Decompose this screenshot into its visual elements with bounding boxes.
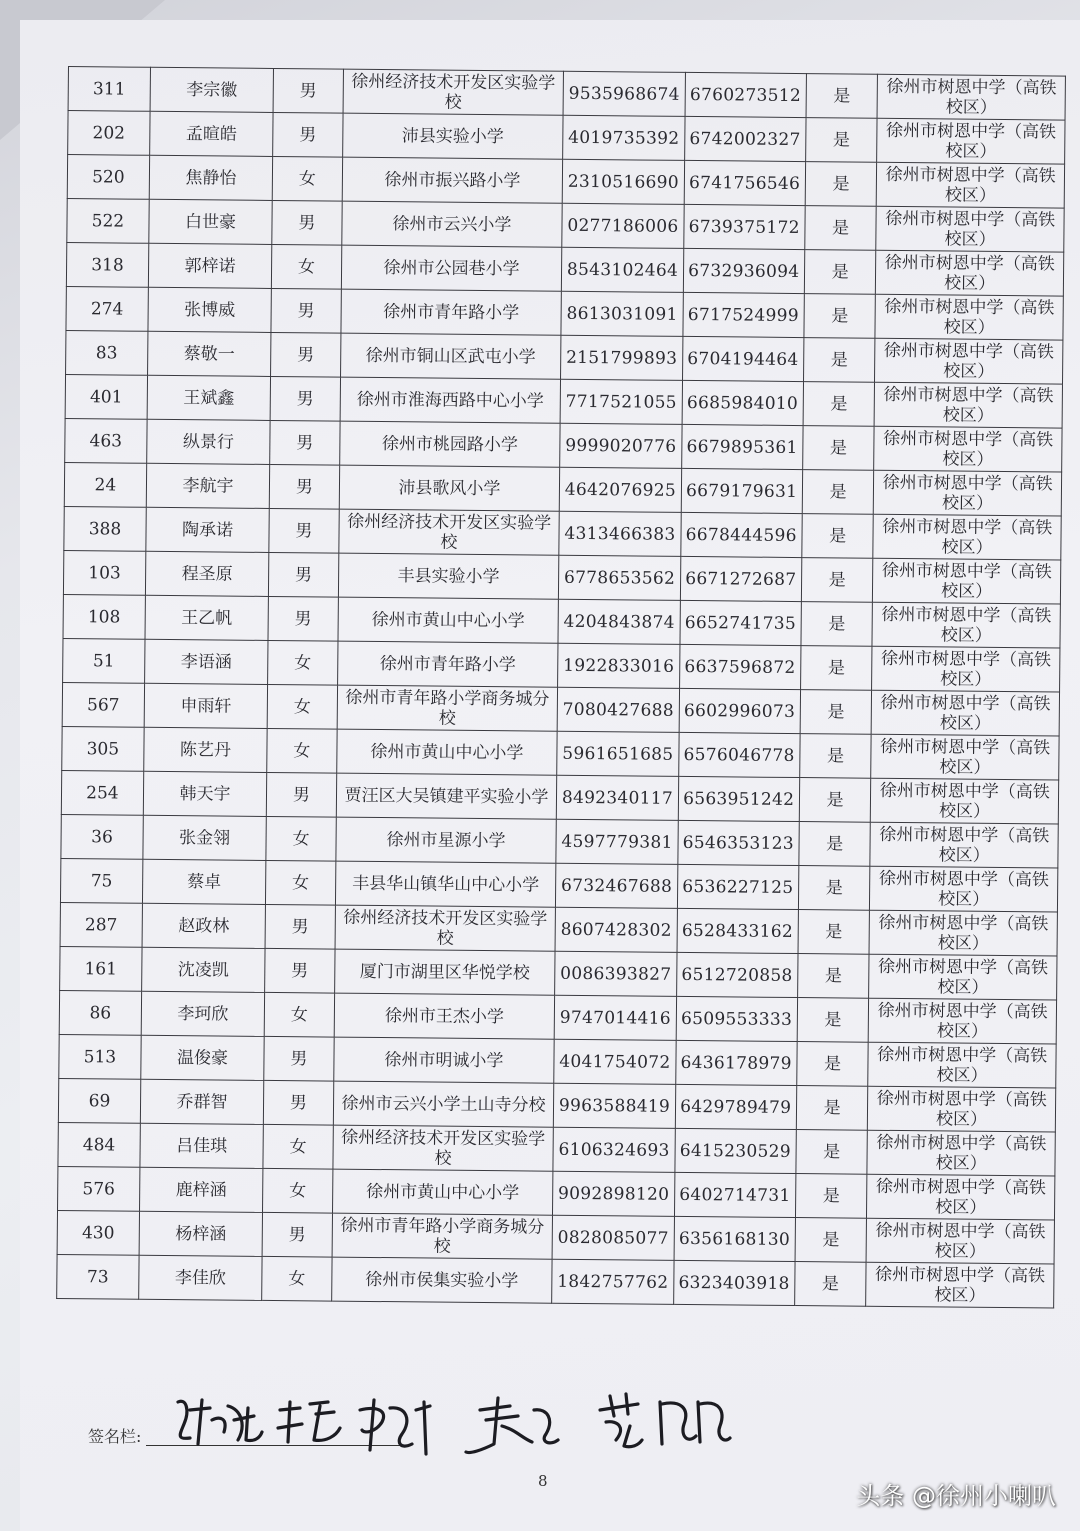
cell-id-code-2: 6679179631 <box>681 468 803 513</box>
cell-admitted: 是 <box>795 1218 867 1263</box>
cell-id-code-1: 8492340117 <box>557 775 679 820</box>
cell-gender: 女 <box>267 684 337 729</box>
cell-admitted: 是 <box>800 690 872 735</box>
cell-graduating-school: 丰县华山镇华山中心小学 <box>335 861 556 907</box>
cell-student-name: 张金翎 <box>143 815 267 860</box>
cell-id-code-1: 6106324693 <box>553 1127 675 1172</box>
cell-graduating-school: 徐州经济技术开发区实验学校 <box>343 69 564 115</box>
cell-gender: 女 <box>272 156 342 201</box>
cell-destination-school: 徐州市树恩中学（高铁校区） <box>875 294 1063 340</box>
cell-gender: 女 <box>268 640 338 685</box>
cell-admitted: 是 <box>800 734 872 779</box>
cell-admitted: 是 <box>803 382 875 427</box>
cell-id-code-1: 5961651685 <box>557 731 679 776</box>
cell-id-code-2: 6760273512 <box>685 72 807 117</box>
cell-destination-school: 徐州市树恩中学（高铁校区） <box>874 470 1062 516</box>
cell-id-code-2: 6717524999 <box>683 292 805 337</box>
cell-admitted: 是 <box>798 910 870 955</box>
cell-number: 463 <box>65 418 147 463</box>
cell-id-code-2: 6536227125 <box>677 864 799 909</box>
cell-graduating-school: 徐州经济技术开发区实验学校 <box>333 1125 554 1171</box>
cell-destination-school: 徐州市树恩中学（高铁校区） <box>873 558 1061 604</box>
cell-number: 75 <box>60 858 142 903</box>
cell-number: 567 <box>62 682 144 727</box>
cell-student-name: 孟暄皓 <box>150 111 274 156</box>
cell-graduating-school: 徐州市青年路小学 <box>337 641 558 687</box>
cell-id-code-2: 6402714731 <box>674 1172 796 1217</box>
cell-destination-school: 徐州市树恩中学（高铁校区） <box>867 1174 1055 1220</box>
cell-gender: 男 <box>265 904 335 949</box>
cell-student-name: 陈艺丹 <box>144 727 268 772</box>
cell-student-name: 李宗徽 <box>150 67 274 112</box>
cell-gender: 男 <box>269 552 339 597</box>
cell-student-name: 蔡敬一 <box>147 331 271 376</box>
cell-admitted: 是 <box>799 822 871 867</box>
cell-admitted: 是 <box>798 866 870 911</box>
cell-number: 513 <box>59 1034 141 1079</box>
cell-admitted: 是 <box>800 646 872 691</box>
cell-graduating-school: 徐州市青年路小学商务城分校 <box>332 1213 553 1259</box>
cell-number: 305 <box>62 726 144 771</box>
cell-admitted: 是 <box>806 74 878 119</box>
cell-student-name: 赵政林 <box>142 903 266 948</box>
cell-student-name: 沈凌凯 <box>141 947 265 992</box>
cell-admitted: 是 <box>794 1262 866 1307</box>
cell-gender: 女 <box>263 1124 333 1169</box>
cell-student-name: 李佳欣 <box>139 1255 263 1300</box>
cell-number: 83 <box>66 330 148 375</box>
cell-id-code-2: 6685984010 <box>682 380 804 425</box>
cell-number: 24 <box>64 462 146 507</box>
cell-student-name: 程圣原 <box>145 551 269 596</box>
cell-graduating-school: 徐州市云兴小学土山寺分校 <box>333 1081 554 1127</box>
cell-number: 161 <box>60 946 142 991</box>
table-row <box>57 1254 1054 1308</box>
cell-id-code-1: 4019735392 <box>563 115 685 160</box>
cell-graduating-school: 徐州经济技术开发区实验学校 <box>335 905 556 951</box>
cell-id-code-2: 6637596872 <box>679 644 801 689</box>
cell-number: 202 <box>68 111 150 156</box>
cell-admitted: 是 <box>802 470 874 515</box>
cell-destination-school: 徐州市树恩中学（高铁校区） <box>870 866 1058 912</box>
cell-gender: 男 <box>270 376 340 421</box>
cell-student-name: 李语涵 <box>144 639 268 684</box>
cell-destination-school: 徐州市树恩中学（高铁校区） <box>874 426 1062 472</box>
cell-graduating-school: 徐州市振兴路小学 <box>342 157 563 203</box>
cell-admitted: 是 <box>797 998 869 1043</box>
cell-id-code-2: 6671272687 <box>680 556 802 601</box>
cell-number: 36 <box>61 814 143 859</box>
cell-id-code-1: 2310516690 <box>563 159 685 204</box>
cell-id-code-2: 6741756546 <box>684 160 806 205</box>
cell-number: 388 <box>64 506 146 551</box>
cell-gender: 男 <box>269 464 339 509</box>
cell-id-code-2: 6323403918 <box>673 1260 795 1305</box>
cell-destination-school: 徐州市树恩中学（高铁校区） <box>877 162 1065 208</box>
cell-admitted: 是 <box>805 162 877 207</box>
cell-gender: 男 <box>270 420 340 465</box>
handwritten-signatures <box>150 1380 750 1470</box>
cell-gender: 男 <box>273 112 343 157</box>
cell-id-code-2: 6739375172 <box>683 204 805 249</box>
cell-student-name: 郭梓诺 <box>148 243 272 288</box>
cell-destination-school: 徐州市树恩中学（高铁校区） <box>866 1218 1054 1264</box>
cell-id-code-2: 6509553333 <box>676 996 798 1041</box>
cell-number: 318 <box>66 242 148 287</box>
cell-student-name: 张博威 <box>148 287 272 332</box>
cell-admitted: 是 <box>805 206 877 251</box>
cell-destination-school: 徐州市树恩中学（高铁校区） <box>874 382 1062 428</box>
cell-admitted: 是 <box>804 294 876 339</box>
cell-number: 287 <box>60 902 142 947</box>
cell-number: 73 <box>57 1254 139 1299</box>
cell-admitted: 是 <box>805 118 877 163</box>
cell-gender: 女 <box>266 860 336 905</box>
signature-label: 签名栏: <box>88 1427 142 1446</box>
cell-id-code-2: 6512720858 <box>676 952 798 997</box>
cell-graduating-school: 徐州市公园巷小学 <box>341 245 562 291</box>
cell-graduating-school: 徐州市云兴小学 <box>341 201 562 247</box>
cell-id-code-1: 6732467688 <box>556 863 678 908</box>
cell-destination-school: 徐州市树恩中学（高铁校区） <box>873 514 1061 560</box>
cell-admitted: 是 <box>802 514 874 559</box>
cell-destination-school: 徐州市树恩中学（高铁校区） <box>871 734 1059 780</box>
page-number: 8 <box>538 1472 548 1490</box>
cell-id-code-1: 7717521055 <box>560 379 682 424</box>
cell-number: 401 <box>65 374 147 419</box>
cell-id-code-2: 6602996073 <box>679 688 801 733</box>
cell-id-code-1: 0277186006 <box>562 203 684 248</box>
cell-gender: 男 <box>271 288 341 333</box>
cell-id-code-1: 1842757762 <box>552 1259 674 1304</box>
cell-student-name: 申雨轩 <box>144 683 268 728</box>
cell-id-code-2: 6576046778 <box>678 732 800 777</box>
cell-number: 520 <box>67 155 149 200</box>
cell-number: 484 <box>58 1122 140 1167</box>
cell-graduating-school: 贾汪区大吴镇建平实验小学 <box>336 773 557 819</box>
cell-gender: 男 <box>262 1212 332 1257</box>
cell-graduating-school: 徐州市桃园路小学 <box>339 421 560 467</box>
cell-id-code-1: 4597779381 <box>556 819 678 864</box>
cell-number: 103 <box>63 550 145 595</box>
cell-id-code-1: 8613031091 <box>561 291 683 336</box>
cell-destination-school: 徐州市树恩中学（高铁校区） <box>868 1086 1056 1132</box>
cell-student-name: 鹿梓涵 <box>139 1167 263 1212</box>
cell-destination-school: 徐州市树恩中学（高铁校区） <box>869 998 1057 1044</box>
cell-student-name: 韩天宇 <box>143 771 267 816</box>
admission-roster-table <box>56 66 1066 1309</box>
cell-admitted: 是 <box>797 954 869 999</box>
cell-student-name: 杨梓涵 <box>139 1211 263 1256</box>
cell-number: 108 <box>63 594 145 639</box>
cell-id-code-2: 6429789479 <box>675 1084 797 1129</box>
cell-graduating-school: 徐州市黄山中心小学 <box>336 729 557 775</box>
cell-student-name: 陶承诺 <box>146 507 270 552</box>
cell-id-code-1: 2151799893 <box>561 335 683 380</box>
cell-number: 522 <box>67 198 149 243</box>
cell-id-code-2: 6546353123 <box>677 820 799 865</box>
cell-destination-school: 徐州市树恩中学（高铁校区） <box>866 1262 1054 1308</box>
cell-destination-school: 徐州市树恩中学（高铁校区） <box>877 118 1065 164</box>
cell-student-name: 王斌鑫 <box>147 375 271 420</box>
cell-id-code-2: 6742002327 <box>684 116 806 161</box>
cell-student-name: 蔡卓 <box>142 859 266 904</box>
cell-gender: 女 <box>263 1168 333 1213</box>
cell-id-code-1: 9092898120 <box>553 1171 675 1216</box>
cell-graduating-school: 沛县歌风小学 <box>339 465 560 511</box>
cell-destination-school: 徐州市树恩中学（高铁校区） <box>870 822 1058 868</box>
cell-gender: 男 <box>264 1036 334 1081</box>
cell-destination-school: 徐州市树恩中学（高铁校区） <box>868 1042 1056 1088</box>
cell-gender: 男 <box>268 596 338 641</box>
cell-admitted: 是 <box>799 778 871 823</box>
cell-id-code-1: 8543102464 <box>562 247 684 292</box>
cell-destination-school: 徐州市树恩中学（高铁校区） <box>875 338 1063 384</box>
cell-id-code-2: 6679895361 <box>681 424 803 469</box>
source-watermark: 头条 @徐州小喇叭 <box>856 1482 1056 1510</box>
cell-destination-school: 徐州市树恩中学（高铁校区） <box>869 910 1057 956</box>
cell-gender: 女 <box>262 1256 332 1301</box>
cell-graduating-school: 厦门市湖里区华悦学校 <box>334 949 555 995</box>
cell-graduating-school: 徐州市王杰小学 <box>334 993 555 1039</box>
cell-destination-school: 徐州市树恩中学（高铁校区） <box>872 646 1060 692</box>
cell-number: 430 <box>57 1210 139 1255</box>
cell-id-code-1: 9747014416 <box>555 995 677 1040</box>
cell-admitted: 是 <box>797 1042 869 1087</box>
cell-id-code-1: 7080427688 <box>557 687 679 732</box>
cell-destination-school: 徐州市树恩中学（高铁校区） <box>871 690 1059 736</box>
cell-gender: 女 <box>266 816 336 861</box>
cell-destination-school: 徐州市树恩中学（高铁校区） <box>877 74 1065 120</box>
cell-id-code-1: 4313466383 <box>559 511 681 556</box>
cell-student-name: 纵景行 <box>147 419 271 464</box>
cell-graduating-school: 徐州市淮海西路中心小学 <box>340 377 561 423</box>
cell-gender: 女 <box>272 244 342 289</box>
cell-id-code-1: 4204843874 <box>558 599 680 644</box>
cell-student-name: 吕佳琪 <box>140 1123 264 1168</box>
cell-destination-school: 徐州市树恩中学（高铁校区） <box>872 602 1060 648</box>
cell-gender: 男 <box>269 508 339 553</box>
cell-graduating-school: 沛县实验小学 <box>342 113 563 159</box>
cell-gender: 男 <box>266 772 336 817</box>
cell-admitted: 是 <box>796 1130 868 1175</box>
cell-admitted: 是 <box>796 1086 868 1131</box>
cell-number: 86 <box>59 990 141 1035</box>
cell-id-code-1: 0828085077 <box>552 1215 674 1260</box>
cell-id-code-1: 4041754072 <box>554 1039 676 1084</box>
cell-graduating-school: 徐州市青年路小学 <box>341 289 562 335</box>
cell-graduating-school: 徐州经济技术开发区实验学校 <box>338 509 559 555</box>
cell-gender: 男 <box>272 200 342 245</box>
cell-graduating-school: 徐州市星源小学 <box>336 817 557 863</box>
cell-id-code-2: 6652741735 <box>680 600 802 645</box>
cell-id-code-1: 0086393827 <box>555 951 677 996</box>
cell-id-code-1: 8607428302 <box>555 907 677 952</box>
cell-id-code-2: 6528433162 <box>677 908 799 953</box>
cell-number: 311 <box>68 67 150 112</box>
cell-student-name: 李航宇 <box>146 463 270 508</box>
cell-gender: 女 <box>267 728 337 773</box>
cell-student-name: 白世豪 <box>149 199 273 244</box>
cell-gender: 男 <box>265 948 335 993</box>
cell-id-code-2: 6415230529 <box>675 1128 797 1173</box>
cell-graduating-school: 徐州市侯集实验小学 <box>331 1257 552 1303</box>
cell-destination-school: 徐州市树恩中学（高铁校区） <box>867 1130 1055 1176</box>
cell-admitted: 是 <box>801 558 873 603</box>
roster-table-body <box>57 67 1066 1309</box>
cell-graduating-school: 徐州市黄山中心小学 <box>338 597 559 643</box>
cell-id-code-1: 9963588419 <box>554 1083 676 1128</box>
cell-number: 254 <box>61 770 143 815</box>
cell-number: 274 <box>66 286 148 331</box>
cell-id-code-2: 6563951242 <box>678 776 800 821</box>
cell-id-code-1: 9999020776 <box>560 423 682 468</box>
cell-id-code-2: 6356168130 <box>674 1216 796 1261</box>
cell-admitted: 是 <box>801 602 873 647</box>
cell-id-code-1: 1922833016 <box>558 643 680 688</box>
cell-graduating-school: 丰县实验小学 <box>338 553 559 599</box>
cell-id-code-2: 6678444596 <box>680 512 802 557</box>
cell-student-name: 温俊豪 <box>141 1035 265 1080</box>
cell-id-code-1: 4642076925 <box>560 467 682 512</box>
cell-admitted: 是 <box>804 250 876 295</box>
cell-graduating-school: 徐州市青年路小学商务城分校 <box>337 685 558 731</box>
cell-destination-school: 徐州市树恩中学（高铁校区） <box>876 250 1064 296</box>
cell-student-name: 王乙帆 <box>145 595 269 640</box>
cell-gender: 男 <box>273 68 343 113</box>
cell-admitted: 是 <box>803 338 875 383</box>
cell-graduating-school: 徐州市黄山中心小学 <box>332 1169 553 1215</box>
cell-gender: 男 <box>271 332 341 377</box>
cell-graduating-school: 徐州市铜山区武屯小学 <box>340 333 561 379</box>
cell-number: 51 <box>63 638 145 683</box>
cell-gender: 男 <box>264 1080 334 1125</box>
cell-number: 69 <box>58 1078 140 1123</box>
cell-id-code-2: 6436178979 <box>675 1040 797 1085</box>
cell-student-name: 焦静怡 <box>149 155 273 200</box>
cell-admitted: 是 <box>803 426 875 471</box>
cell-id-code-2: 6732936094 <box>683 248 805 293</box>
cell-id-code-1: 9535968674 <box>563 71 685 116</box>
cell-id-code-1: 6778653562 <box>559 555 681 600</box>
cell-admitted: 是 <box>795 1174 867 1219</box>
cell-graduating-school: 徐州市明诚小学 <box>333 1037 554 1083</box>
cell-gender: 女 <box>264 992 334 1037</box>
cell-destination-school: 徐州市树恩中学（高铁校区） <box>869 954 1057 1000</box>
cell-number: 576 <box>58 1166 140 1211</box>
cell-destination-school: 徐州市树恩中学（高铁校区） <box>871 778 1059 824</box>
cell-destination-school: 徐州市树恩中学（高铁校区） <box>876 206 1064 252</box>
cell-student-name: 乔群智 <box>140 1079 264 1124</box>
cell-id-code-2: 6704194464 <box>682 336 804 381</box>
cell-student-name: 李珂欣 <box>141 991 265 1036</box>
